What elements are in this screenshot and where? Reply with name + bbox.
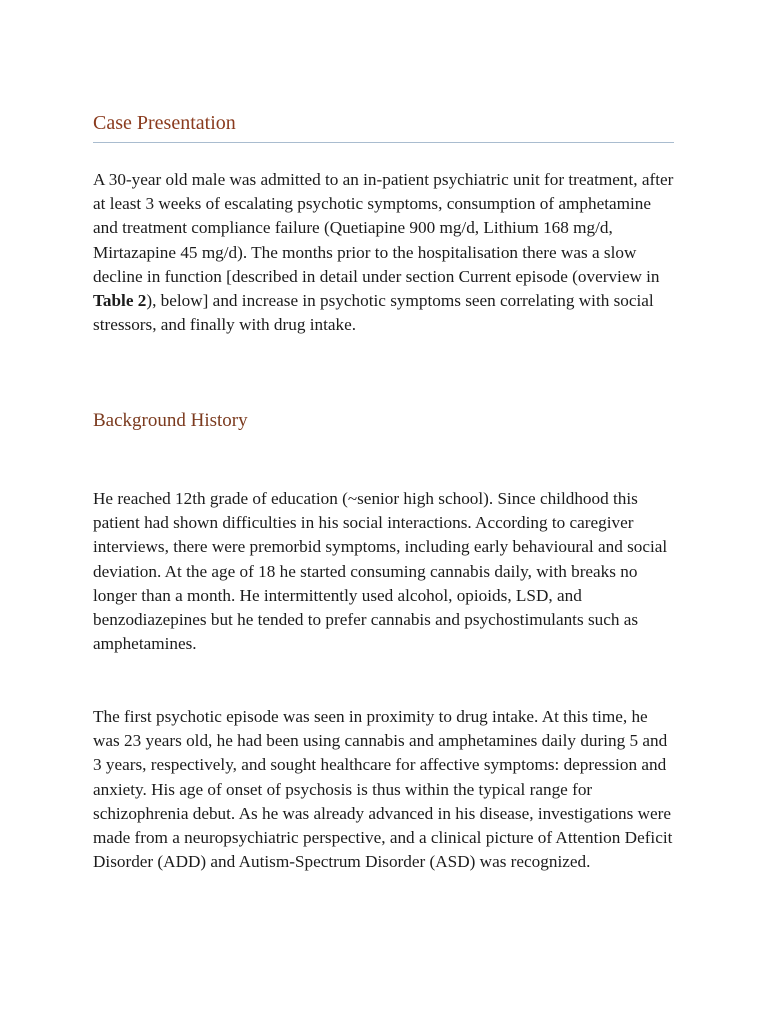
case-presentation-heading: Case Presentation: [93, 111, 674, 143]
background-history-paragraph-1: He reached 12th grade of education (~senior high school). Since childhood this patient had shown difficulties in his social interactions. According to caregiver interviews, there were premorbid symptoms, including early behavioural and social deviation. At the age of 18 he started consuming cannabis daily, with breaks no longer than a month. He intermittently used alcohol, opioids, LSD, and benzodiazepines but he tended to prefer cannabis and psychostimulants such as amphetamines.: [93, 489, 668, 654]
case-presentation-paragraph: [93, 168, 674, 337]
background-history-heading: Background History: [93, 410, 248, 431]
table-2-reference: Table 2: [93, 291, 147, 311]
case-presentation-text-1: A 30-year old male was admitted to an in-patient psychiatric unit for treatment, after at least 3 weeks of escalating psychotic symptoms, consumption of amphetamine and treatment compliance failure (Quetiapine 900 mg/d, Lithium 168 mg/d, Mirtazapine 45 mg/d). The months prior to the hospitalisation there was a slow decline in function [described in detail under section Current episode (overview in: [93, 170, 674, 286]
case-presentation-text-2: ), below] and increase in psychotic symptoms seen correlating with social stressors, and finally with drug intake.: [93, 291, 654, 335]
background-history-paragraph-2: The first psychotic episode was seen in proximity to drug intake. At this time, he was 23 years old, he had been using cannabis and amphetamines daily during 5 and 3 years, respectively, and sought healthcare for affective symptoms: depression and anxiety. His age of onset of psychosis is thus within the typical range for schizophrenia debut. As he was already advanced in his disease, investigations were made from a neuropsychiatric perspective, and a clinical picture of Attention Deficit Disorder (ADD) and Autism-Spectrum Disorder (ASD) was recognized.: [93, 707, 673, 872]
